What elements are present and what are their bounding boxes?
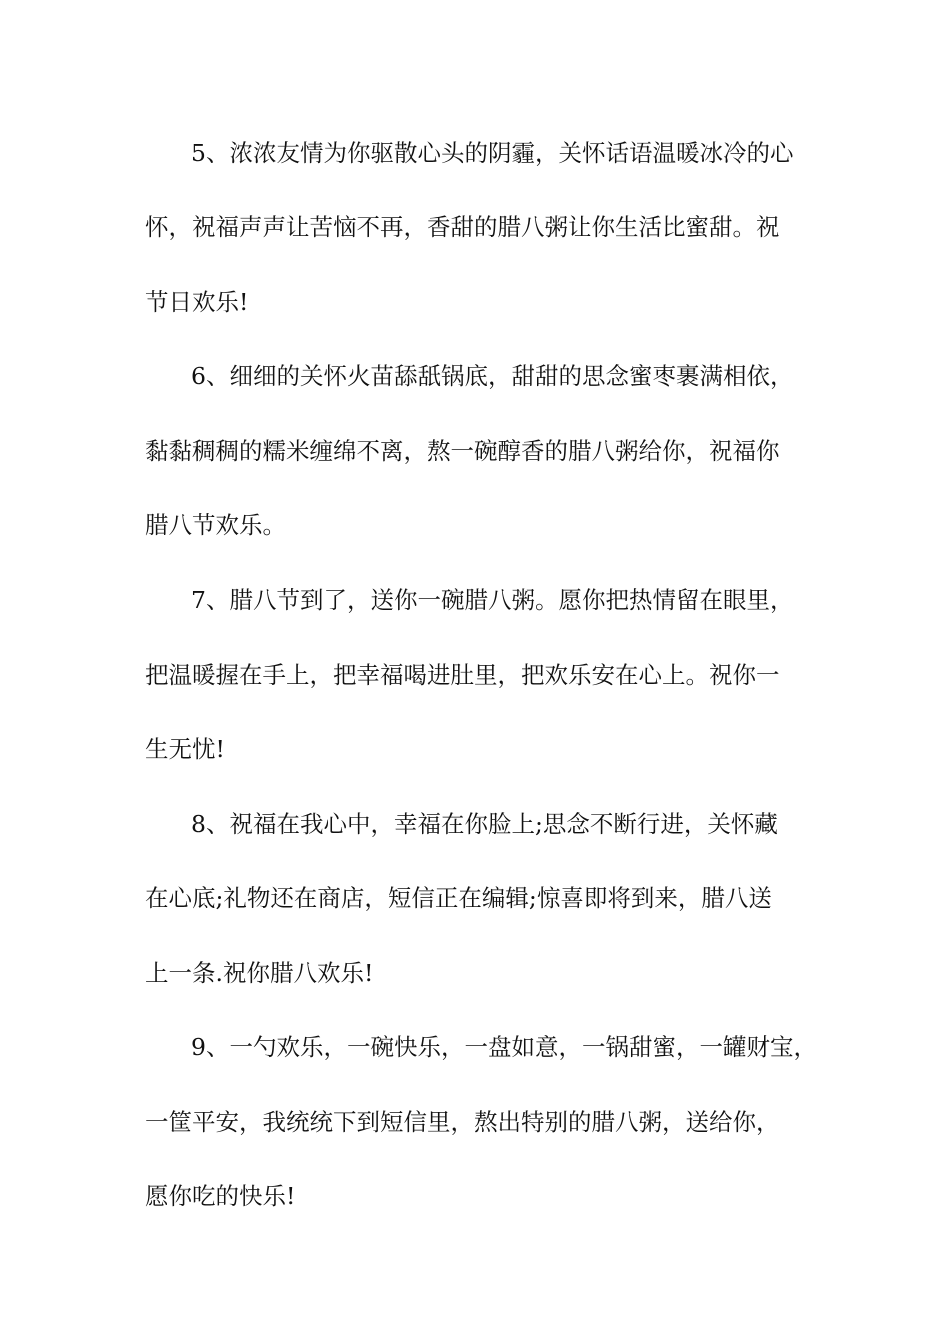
paragraph-6-line-1: 6、细细的关怀火苗舔舐锅底，甜甜的思念蜜枣裹满相依， xyxy=(191,362,794,390)
paragraph-9-line-2: 一筐平安，我统统下到短信里，熬出特别的腊八粥，送给你， xyxy=(145,1108,780,1136)
paragraph-8-line-1: 8、祝福在我心中，幸福在你脸上;思念不断行进，关怀藏 xyxy=(191,810,778,838)
paragraph-5-line-3: 节日欢乐! xyxy=(145,288,249,316)
paragraph-7-line-2: 把温暖握在手上，把幸福喝进肚里，把欢乐安在心上。祝你一 xyxy=(145,661,780,689)
paragraph-6-line-2: 黏黏稠稠的糯米缠绵不离，熬一碗醇香的腊八粥给你，祝福你 xyxy=(145,437,780,465)
paragraph-9-line-3: 愿你吃的快乐! xyxy=(145,1182,296,1210)
paragraph-9-line-1: 9、一勺欢乐，一碗快乐，一盘如意，一锅甜蜜，一罐财宝， xyxy=(191,1033,817,1061)
paragraph-6-line-3: 腊八节欢乐。 xyxy=(145,511,286,539)
paragraph-5-line-1: 5、浓浓友情为你驱散心头的阴霾，关怀话语温暖冰冷的心 xyxy=(191,139,794,167)
paragraph-7-line-1: 7、腊八节到了，送你一碗腊八粥。愿你把热情留在眼里， xyxy=(191,586,794,614)
paragraph-7-line-3: 生无忧! xyxy=(145,735,225,763)
paragraph-5-line-2: 怀，祝福声声让苦恼不再，香甜的腊八粥让你生活比蜜甜。祝 xyxy=(145,213,780,241)
paragraph-8-line-3: 上一条.祝你腊八欢乐! xyxy=(145,959,374,987)
paragraph-8-line-2: 在心底;礼物还在商店，短信正在编辑;惊喜即将到来，腊八送 xyxy=(145,884,772,912)
